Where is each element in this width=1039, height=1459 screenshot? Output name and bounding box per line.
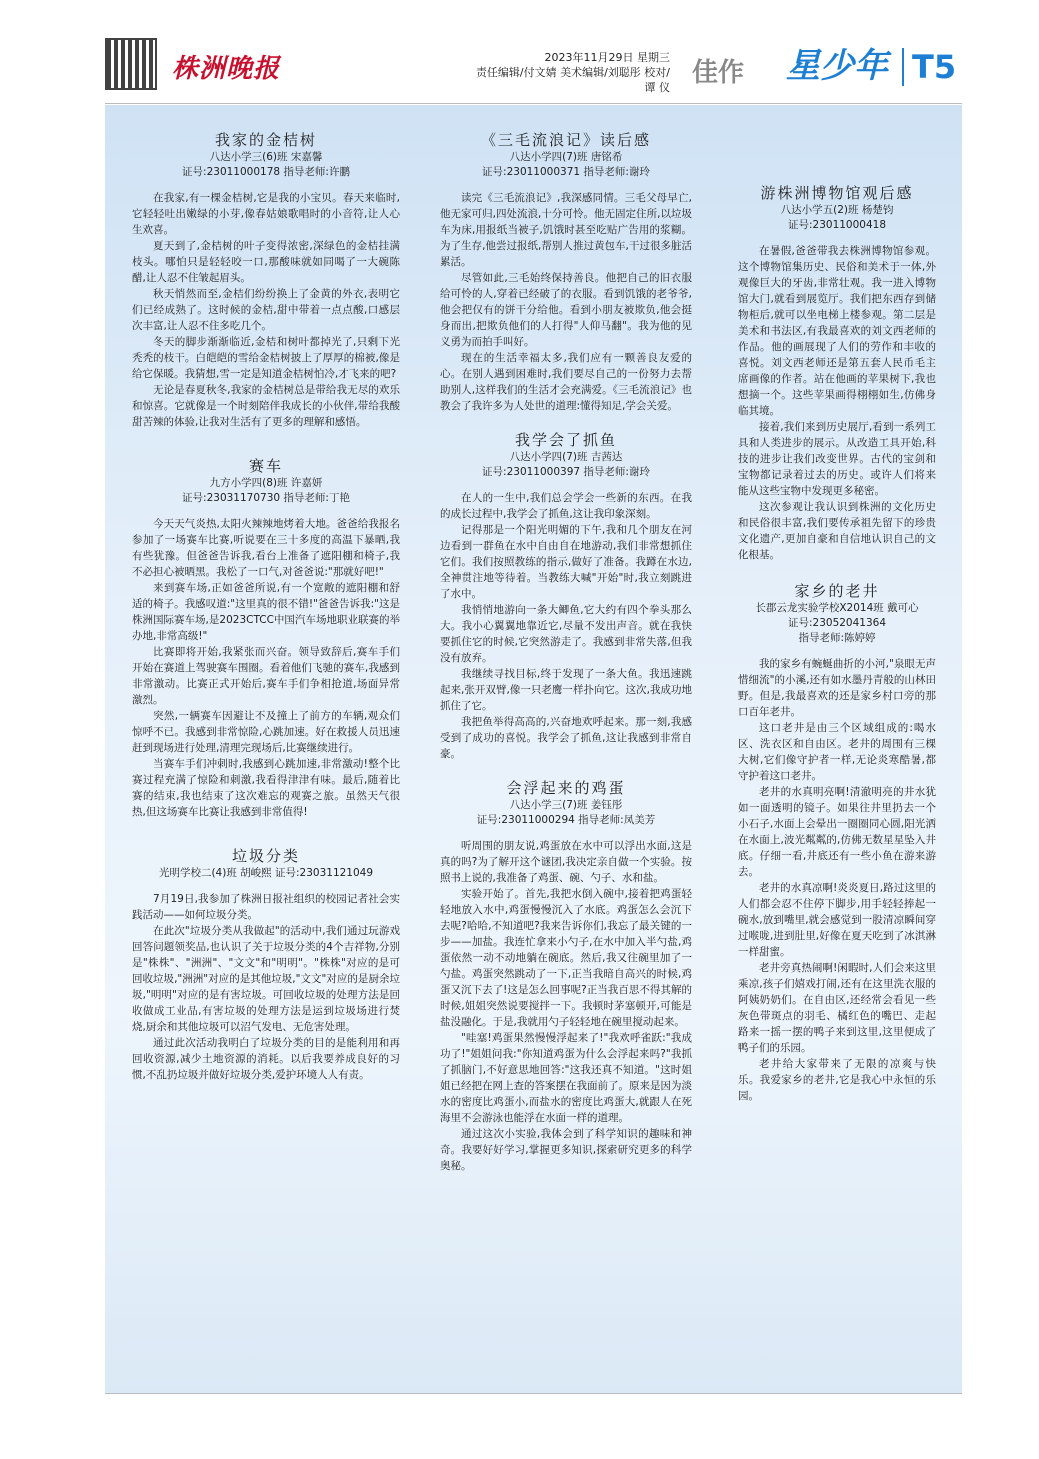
paragraph: 尽管如此,三毛始终保持善良。他把自己的旧衣服给可怜的人,穿着已经破了的衣服。看到饥饿的老爷爷,他会把仅有的饼干分给他。看到小朋友被欺负,他会挺身而出,把欺负他们的人打得"人仰马翻"。我为他的见义勇为而拍手叫好。	[440, 272, 692, 348]
article-title: 家乡的老井	[794, 582, 880, 600]
paragraph: 实验开始了。首先,我把水倒入碗中,接着把鸡蛋轻轻地放入水中,鸡蛋慢慢沉入了水底。鸡蛋怎么会沉下去呢?哈哈,不知道吧?我来告诉你们,我忘了最关键的一步——加盐。我连忙拿来小勺子,在水中加入半勺盐,鸡蛋依然一动不动地躺在碗底。然后,我又往碗里加了一勺盐。鸡蛋突然跳动了一下,正当我暗自高兴的时候,鸡蛋又沉下去了!这是怎么回事呢?正当我百思不得其解的时候,姐姐突然说要搅拌一下。我顿时茅塞顿开,可能是盐没融化。于是,我就用勺子轻轻地在碗里搅动起来。	[440, 888, 692, 1028]
paragraph: 比赛即将开始,我紧张而兴奋。领导致辞后,赛车手们开始在赛道上驾驶赛车围圈。看着他们飞驰的赛车,我感到非常激动。比赛正式开始后,赛车手们争相抢道,场面异常激烈。	[132, 646, 400, 706]
paragraph: 我的家乡有蜿蜒曲折的小河,"泉眼无声惜细流"的小溪,还有如水墨丹青般的山林田野。但是,我最喜欢的还是家乡村口旁的那口百年老井。	[738, 658, 936, 718]
page-number: T5	[912, 48, 957, 86]
brand-divider	[902, 48, 904, 86]
paragraph: 读完《三毛流浪记》,我深感同情。三毛父母早亡,他无家可归,四处流浪,十分可怜。他无固定住所,以垃圾车为床,用报纸当被子,饥饿时甚至吃贴广告用的浆糊。为了生存,他尝过报纸,帮别人推过黄包车,干过很多脏活累活。	[440, 192, 692, 268]
paragraph: 在此次"垃圾分类从我做起"的活动中,我们通过玩游戏回答问题领奖品,也认识了关于垃圾分类的4个吉祥物,分别是"株株"、"洲洲"、"文文"和"明明"。"株株"对应的是可回收垃圾,"洲洲"对应的是其他垃圾,"文文"对应的是厨余垃圾,"明明"对应的是有害垃圾。可回收垃圾的处理方法是回收做成工业品,有害垃圾的处理方法是运到垃圾场进行焚烧,厨余和其他垃圾可以沼气发电、无危害处理。	[132, 925, 400, 1033]
section-name: 佳作	[692, 58, 745, 88]
column-3	[738, 185, 936, 1114]
article-byline: 八达小学四(7)班 唐铭希	[509, 151, 623, 163]
article-floating-egg	[440, 780, 692, 1174]
article-title: 游株洲博物馆观后感	[760, 184, 914, 202]
article-title: 我学会了抓鱼	[514, 431, 617, 449]
paragraph: 当赛车手们冲刺时,我感到心跳加速,非常激动!整个比赛过程充满了惊险和刺激,我看得津津有味。最后,随着比赛的结束,我也结束了这次难忘的观赛之旅。虽然天气很热,但这场赛车比赛让我感到非常值得!	[132, 758, 400, 818]
article-cert: 证号:23011000397 指导老师:谢玲	[482, 466, 650, 478]
paragraph: 我继续寻找目标,终于发现了一条大鱼。我迅速跳起来,张开双臂,像一只老鹰一样扑向它。这次,我成功地抓住了它。	[440, 668, 692, 712]
bottom-rule	[105, 1393, 962, 1394]
paragraph: 来到赛车场,正如爸爸所说,有一个宽敞的遮阳棚和舒适的椅子。我感叹道:"这里真的很不错!"爸爸告诉我:"这是株洲国际赛车场,是2023CTCC中国汽车场地职业联赛的举办地,非常高级!"	[132, 582, 400, 642]
paragraph: 在人的一生中,我们总会学会一些新的东西。在我的成长过程中,我学会了抓鱼,这让我印象深刻。	[440, 492, 692, 520]
article-sanmao-review	[440, 132, 692, 414]
article-cert: 证号:23011000371 指导老师:谢玲	[482, 166, 650, 178]
article-title: 赛车	[248, 457, 283, 475]
paragraph: 在暑假,爸爸带我去株洲博物馆参观。这个博物馆集历史、民俗和美术于一体,外观像巨大的牙齿,非常壮观。我一进入博物馆大门,就看到展览厅。我们把东西存到储物柜后,就可以坐电梯上楼参观。第二层是美术和书法区,有我最喜欢的刘文西老师的作品。他的画展现了人们的劳作和丰收的喜悦。刘文西老师还是第五套人民币毛主席画像的作者。站在他画的苹果树下,我也想摘一个。这些苹果画得栩栩如生,仿佛身临其境。	[738, 245, 936, 417]
article-cert: 证号:23011000178 指导老师:许鹏	[182, 166, 350, 178]
paragraph: 7月19日,我参加了株洲日报社组织的校园记者社会实践活动——如何垃圾分类。	[132, 893, 400, 921]
paragraph: 我悄悄地游向一条大鲫鱼,它大约有四个拳头那么大。我小心翼翼地靠近它,尽量不发出声音。就在我快要抓住它的时候,它突然游走了。我感到非常失落,但我没有放弃。	[440, 604, 692, 664]
column-2	[440, 132, 692, 1184]
article-golden-orange	[132, 132, 400, 430]
article-cert: 证号:23031170730 指导老师:丁艳	[182, 492, 350, 504]
article-old-well	[738, 583, 936, 1104]
paragraph: 记得那是一个阳光明媚的下午,我和几个朋友在河边看到一群鱼在水中自由自在地游动,我们非常想抓住它们。我们按照教练的指示,做好了准备。我蹲在水边,全神贯注地等待着。当教练大喊"开始"时,我立刻跳进了水中。	[440, 524, 692, 600]
paragraph: 突然,一辆赛车因避让不及撞上了前方的车辆,观众们惊呼不已。我感到非常惊险,心跳加速。好在救援人员迅速赶到现场进行处理,清理完现场后,比赛继续进行。	[132, 710, 400, 754]
article-byline: 八达小学四(7)班 吉茜达	[509, 451, 623, 463]
paragraph: 现在的生活幸福太多,我们应有一颗善良友爱的心。在别人遇到困难时,我们要尽自己的一份努力去帮助别人,这样我们的生活才会充满爱。《三毛流浪记》也教会了我许多为人处世的道理:懂得知足,学会关爱。	[440, 352, 692, 412]
paragraph: "哇塞!鸡蛋果然慢慢浮起来了!"我欢呼雀跃:"我成功了!"姐姐问我:"你知道鸡蛋为什么会浮起来吗?"我抓了抓脑门,不好意思地回答:"这我还真不知道。"这时姐姐已经把在网上查的答案摆在我面前了。原来是因为淡水的密度比鸡蛋小,而盐水的密度比鸡蛋大,就跟人在死海里不会游泳也能浮在水面一样的道理。	[440, 1032, 692, 1124]
paragraph: 听周围的朋友说,鸡蛋放在水中可以浮出水面,这是真的吗?为了解开这个谜团,我决定亲自做一个实验。按照书上说的,我准备了鸡蛋、碗、勺子、水和盐。	[440, 840, 692, 884]
article-byline: 八达小学五(2)班 杨楚钧	[780, 204, 894, 216]
article-cert: 证号:23011000418	[787, 219, 887, 231]
article-teacher: 指导老师:陈婷婷	[798, 632, 876, 644]
brand-logo: 星少年	[786, 46, 888, 86]
issue-date: 2023年11月29日 星期三	[544, 51, 670, 64]
article-title: 垃圾分类	[231, 847, 300, 865]
paper-logo: 株洲晚报	[172, 54, 281, 84]
top-rule	[105, 103, 962, 104]
article-byline: 长郡云龙实验学校X2014班 戴可心	[755, 602, 919, 614]
paragraph: 这口老井是由三个区域组成的:喝水区、洗衣区和自由区。老井的周围有三棵大树,它们像守护者一样,无论炎寒酷暑,都守护着这口老井。	[738, 722, 936, 782]
article-title: 我家的金桔树	[214, 131, 317, 149]
issue-meta	[470, 50, 670, 95]
article-museum-visit	[738, 185, 936, 563]
paragraph: 老井旁真热闹啊!闲暇时,人们会来这里乘凉,孩子们嬉戏打闹,还有在这里洗衣服的阿姨奶奶们。在自由区,还经常会看见一些灰色带斑点的羽毛、橘红色的嘴巴、走起路来一摇一摆的鸭子来到这里,这里便成了鸭子们的乐园。	[738, 962, 936, 1054]
article-byline: 八达小学三(7)班 姜钰彤	[509, 799, 623, 811]
paragraph: 通过这次小实验,我体会到了科学知识的趣味和神奇。我要好好学习,掌握更多知识,探索研究更多的科学奥秘。	[440, 1128, 692, 1172]
article-catching-fish	[440, 432, 692, 762]
article-byline: 九方小学四(8)班 许嘉妍	[209, 477, 323, 489]
article-garbage-sorting	[132, 848, 400, 1083]
paragraph: 夏天到了,金桔树的叶子变得浓密,深绿色的金桔挂满枝头。哪怕只是轻轻咬一口,那酸味就如同喝了一大碗陈醋,让人忍不住皱起眉头。	[132, 240, 400, 284]
paragraph: 冬天的脚步渐渐临近,金桔和树叶都掉光了,只剩下光秃秃的枝干。白皑皑的雪给金桔树披上了厚厚的棉被,像是给它保暖。我猜想,雪一定是知道金桔树怕冷,才飞来的吧?	[132, 336, 400, 380]
qr-code	[105, 38, 157, 90]
article-racing	[132, 458, 400, 820]
paragraph: 这次参观让我认识到株洲的文化历史和民俗很丰富,我们要传承祖先留下的珍贵文化遗产,更加自豪和自信地认识自己的文化根基。	[738, 501, 936, 561]
article-cert: 证号:23052041364	[787, 617, 887, 629]
editor-credits: 责任编辑/付文婧 美术编辑/刘聪彤 校对/谭 仪	[475, 66, 670, 94]
paragraph: 老井的水真凉啊!炎炎夏日,路过这里的人们都会忍不住停下脚步,用手轻轻捧起一碗水,放到嘴里,就会感觉到一股清凉瞬间穿过喉咙,进到肚里,好像在夏天吃到了冰淇淋一样甜蜜。	[738, 882, 936, 958]
column-1	[132, 132, 400, 1093]
article-cert: 证号:23011000294 指导老师:凤美芳	[476, 814, 656, 826]
paragraph: 我把鱼举得高高的,兴奋地欢呼起来。那一刻,我感受到了成功的喜悦。我学会了抓鱼,这让我感到非常自豪。	[440, 716, 692, 760]
paragraph: 今天天气炎热,太阳火辣辣地烤着大地。爸爸给我报名参加了一场赛车比赛,听说要在三十多度的高温下暴晒,我有些犹豫。但爸爸告诉我,看台上准备了遮阳棚和椅子,我不必担心被晒黑。我松了一口气,对爸爸说:"那就好吧!"	[132, 518, 400, 578]
paragraph: 通过此次活动我明白了垃圾分类的目的是能利用和再回收资源,减少土地资源的消耗。以后我要养成良好的习惯,不乱扔垃圾并做好垃圾分类,爱护环境人人有责。	[132, 1037, 400, 1081]
paragraph: 老井的水真明亮啊!清澈明亮的井水犹如一面透明的镜子。如果往井里扔去一个小石子,水面上会晕出一圈圈同心圆,阳光洒在水面上,波光粼粼的,仿佛无数星星坠入井底。仔细一看,井底还有一些小鱼在游来游去。	[738, 786, 936, 878]
article-byline: 八达小学三(6)班 宋嘉馨	[209, 151, 323, 163]
article-byline: 光明学校二(4)班 胡峻熙 证号:23031121049	[158, 867, 374, 879]
paragraph: 接着,我们来到历史展厅,看到一系列工具和人类进步的展示。从改造工具开始,科技的进步让我们改变世界。古代的宝剑和宝物都记录着过去的历史。或许人们将来能从这些宝物中发现更多秘密。	[738, 421, 936, 497]
masthead	[0, 0, 1039, 105]
article-title: 《三毛流浪记》读后感	[480, 131, 651, 149]
paragraph: 老井给大家带来了无限的凉爽与快乐。我爱家乡的老井,它是我心中永恒的乐园。	[738, 1058, 936, 1102]
article-title: 会浮起来的鸡蛋	[506, 779, 626, 797]
paragraph: 在我家,有一棵金桔树,它是我的小宝贝。春天来临时,它轻轻吐出嫩绿的小芽,像春姑娘歌唱时的小音符,让人心生欢喜。	[132, 192, 400, 236]
paragraph: 秋天悄然而至,金桔们纷纷换上了金黄的外衣,表明它们已经成熟了。这时候的金桔,甜中带着一点点酸,口感层次丰富,让人忍不住多吃几个。	[132, 288, 400, 332]
paragraph: 无论是春夏秋冬,我家的金桔树总是带给我无尽的欢乐和惊喜。它就像是一个时刻陪伴我成长的小伙伴,带给我酸甜苦辣的体验,让我对生活有了更多的理解和感悟。	[132, 384, 400, 428]
